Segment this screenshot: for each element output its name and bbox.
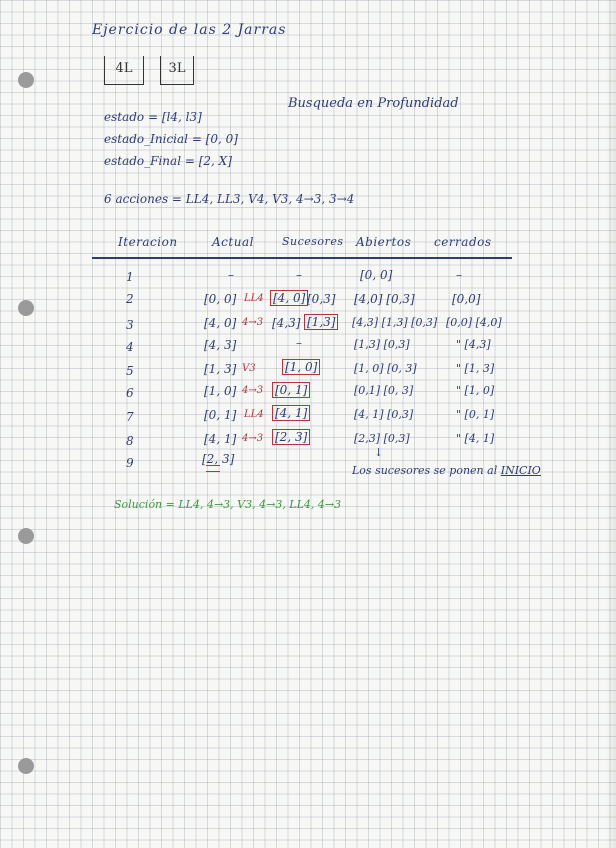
note-inicio: INICIO	[500, 464, 541, 477]
row-successor-selected: [4, 1]	[272, 405, 310, 421]
row-cerrados: " [0, 1]	[456, 408, 495, 421]
binder-hole	[18, 758, 34, 774]
row-actual: [1, 0]	[204, 384, 237, 398]
row-cerrados: [0,0] [4,0]	[446, 316, 502, 329]
row-actual: [4, 1]	[204, 432, 237, 446]
row-iteration: 9	[126, 456, 134, 470]
binder-hole	[18, 300, 34, 316]
row-abiertos: [0,1] [0, 3]	[354, 384, 414, 397]
row-abiertos: [1, 0] [0, 3]	[354, 362, 417, 375]
row-iteration: 6	[126, 386, 134, 400]
down-arrow: ↓	[374, 446, 384, 459]
row-action: 4→3	[242, 385, 264, 396]
initial-state: estado_Inicial = [0, 0]	[104, 132, 238, 146]
header-iteracion: Iteracion	[118, 235, 178, 249]
row-action: 4→3	[242, 433, 264, 444]
row-abiertos: [0, 0]	[360, 268, 393, 282]
row-iteration: 7	[126, 410, 134, 424]
actions-list: 6 acciones = LL4, LL3, V4, V3, 4→3, 3→4	[104, 192, 355, 206]
row-successor: [4,3]	[272, 316, 301, 330]
row-action: LL4	[244, 293, 264, 304]
row-action: 4→3	[242, 317, 264, 328]
search-method-label: Busqueda en Profundidad	[288, 96, 459, 111]
note-prefix: Los sucesores se ponen al	[352, 464, 498, 477]
header-abiertos: Abiertos	[356, 235, 412, 249]
row-successor-selected: [4, 0]	[270, 290, 308, 306]
header-actual: Actual	[212, 235, 254, 249]
jar-4l: 4L	[104, 56, 144, 85]
row-cerrados: " [1, 0]	[456, 384, 495, 397]
row-successor: –	[296, 268, 302, 282]
jar-3l: 3L	[160, 56, 194, 85]
row-actual: [4, 0]	[204, 316, 237, 330]
binder-hole	[18, 72, 34, 88]
row-iteration: 4	[126, 340, 134, 354]
row-abiertos: [1,3] [0,3]	[354, 338, 410, 351]
row-actual: –	[228, 268, 234, 282]
row-successor: [0,3]	[307, 292, 336, 306]
final-state: estado_Final = [2, X]	[104, 154, 232, 168]
row-successor: –	[296, 336, 302, 350]
row-cerrados: –	[456, 268, 462, 282]
row-actual: [1, 3]	[204, 362, 237, 376]
row-iteration: 5	[126, 364, 134, 378]
row-action: V3	[242, 363, 256, 374]
row-cerrados: " [1, 3]	[456, 362, 495, 375]
row-cerrados: [0,0]	[452, 292, 481, 306]
note-text	[352, 464, 541, 477]
state-definition: estado = [l4, l3]	[104, 110, 202, 124]
row-abiertos: [2,3] [0,3]	[354, 432, 410, 445]
row-successor-selected: [2, 3]	[272, 429, 310, 445]
row-iteration: 8	[126, 434, 134, 448]
row-cerrados: " [4, 1]	[456, 432, 495, 445]
goal-double-underline	[206, 465, 220, 472]
row-successor-selected: [1, 0]	[282, 359, 320, 375]
row-iteration: 3	[126, 318, 134, 332]
page-title: Ejercicio de las 2 Jarras	[92, 22, 287, 38]
row-abiertos: [4, 1] [0,3]	[354, 408, 414, 421]
row-actual-goal: [2, 3]	[202, 452, 235, 466]
row-actual: [0, 0]	[204, 292, 237, 306]
row-abiertos: [4,3] [1,3] [0,3]	[352, 316, 438, 329]
row-successor-selected: [0, 1]	[272, 382, 310, 398]
header-rule	[92, 257, 512, 259]
row-action: LL4	[244, 409, 264, 420]
header-cerrados: cerrados	[434, 235, 492, 249]
row-successor-selected: [1,3]	[304, 314, 338, 330]
row-actual: [0, 1]	[204, 408, 237, 422]
row-cerrados: " [4,3]	[456, 338, 491, 351]
page-edge-shadow	[606, 0, 616, 848]
row-iteration: 1	[126, 270, 134, 284]
row-actual: [4, 3]	[204, 338, 237, 352]
binder-hole	[18, 528, 34, 544]
header-sucesores: Sucesores	[282, 235, 344, 248]
row-abiertos: [4,0] [0,3]	[354, 292, 415, 306]
row-iteration: 2	[126, 292, 134, 306]
solution-text: Solución = LL4, 4→3, V3, 4→3, LL4, 4→3	[114, 498, 342, 511]
